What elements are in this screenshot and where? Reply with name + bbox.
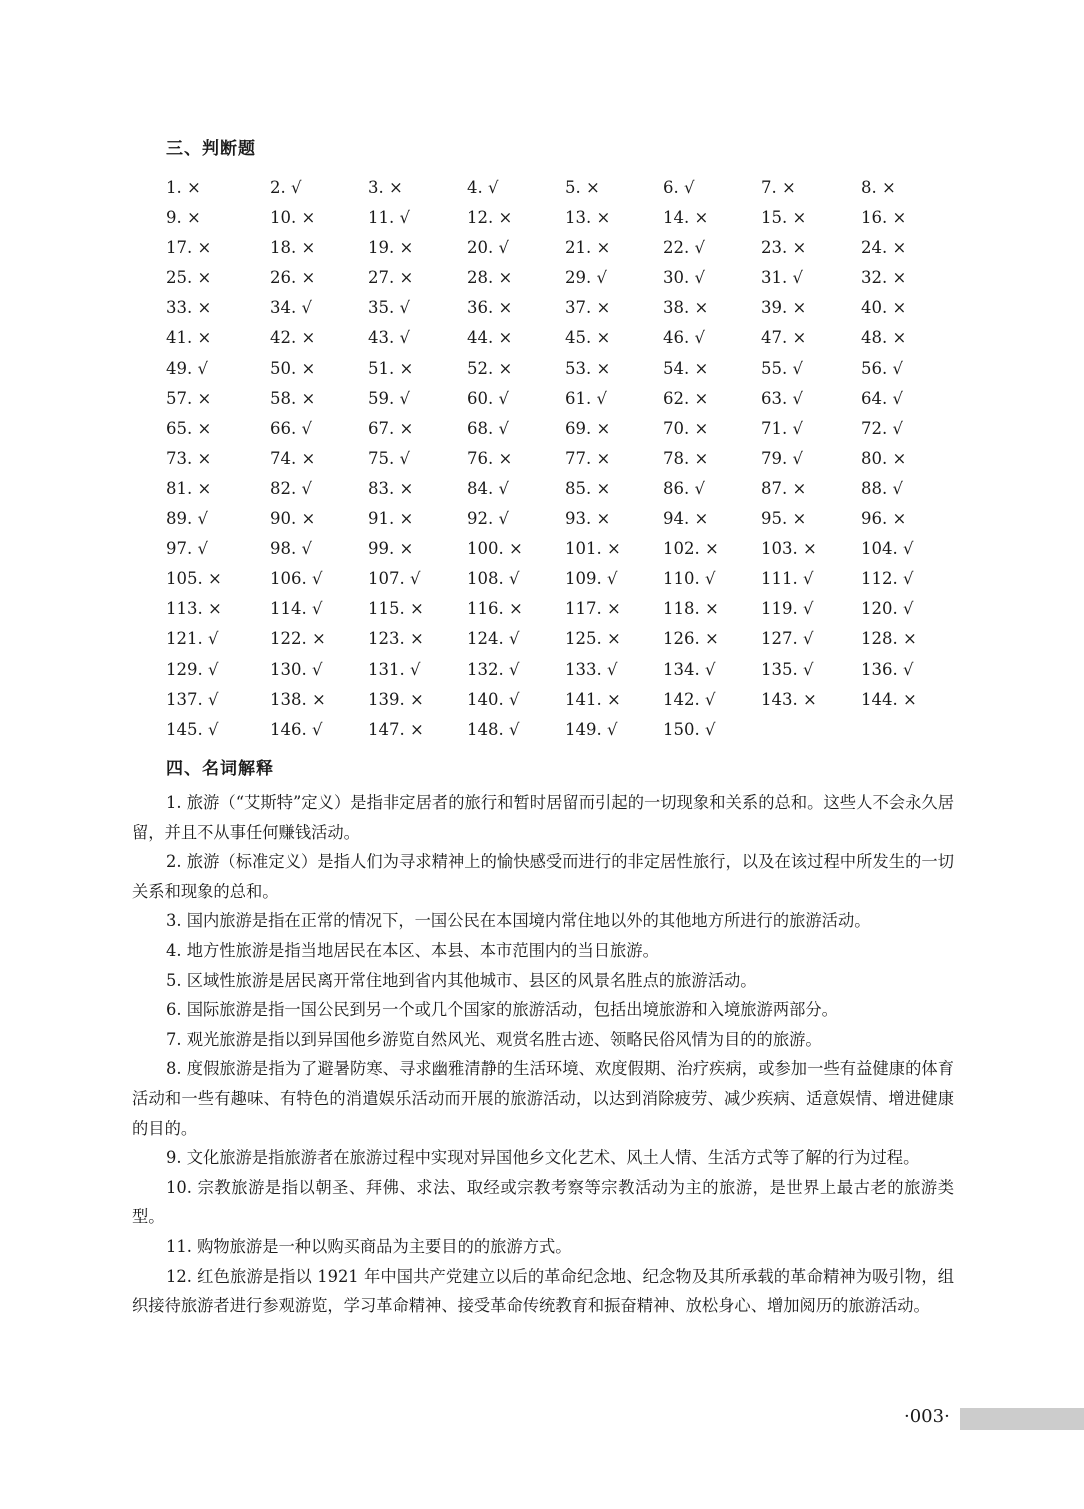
answer-item: 79. √: [761, 448, 803, 468]
answer-item: 31. √: [761, 268, 803, 288]
answer-item: 124. √: [467, 629, 520, 649]
answer-row: [166, 297, 966, 327]
answer-item: 118. ×: [663, 599, 719, 619]
answer-row: [166, 478, 966, 508]
answer-item: 106. √: [270, 569, 323, 589]
answer-item: 95. ×: [761, 509, 807, 529]
answer-item: 141. ×: [565, 689, 621, 709]
answer-item: 5. ×: [565, 178, 600, 197]
definition-item: 2. 旅游（标准定义）是指人们为寻求精神上的愉快感受而进行的非定居性旅行，以及在该过程中所发生的一切关系和现象的总和。: [132, 852, 954, 901]
answer-item: 104. √: [861, 539, 914, 559]
answer-item: 103. ×: [761, 539, 817, 559]
answer-item: 39. ×: [761, 298, 807, 318]
definition-item: 5. 区域性旅游是居民离开常住地到省内其他城市、县区的风景名胜点的旅游活动。: [166, 970, 757, 990]
answer-item: 123. ×: [368, 629, 424, 649]
answer-item: 136. √: [861, 659, 914, 679]
answer-item: 63. √: [761, 388, 803, 408]
answer-item: 134. √: [663, 659, 716, 679]
answer-row: [166, 418, 966, 448]
answer-item: 49. √: [166, 358, 208, 378]
answer-item: 54. ×: [663, 358, 709, 378]
answer-item: 78. ×: [663, 448, 709, 468]
answer-item: 66. √: [270, 418, 312, 438]
answer-item: 84. √: [467, 478, 509, 498]
answer-item: 98. √: [270, 539, 312, 559]
answer-item: 82. √: [270, 478, 312, 498]
answer-item: 6. √: [663, 178, 695, 197]
answer-item: 100. ×: [467, 539, 523, 559]
answer-item: 74. ×: [270, 448, 316, 468]
answer-item: 21. ×: [565, 238, 611, 258]
answer-item: 73. ×: [166, 448, 212, 468]
answer-row: [166, 358, 966, 388]
answer-item: 42. ×: [270, 328, 316, 348]
answer-item: 143. ×: [761, 689, 817, 709]
answer-item: 137. √: [166, 689, 219, 709]
answer-row: [166, 267, 966, 297]
answer-item: 150. √: [663, 719, 716, 739]
answer-item: 50. ×: [270, 358, 316, 378]
definition-item: 9. 文化旅游是指旅游者在旅游过程中实现对异国他乡文化艺术、风土人情、生活方式等了解的行为过程。: [166, 1148, 920, 1168]
page-number: ·003·: [904, 1406, 950, 1427]
answer-row: [166, 689, 966, 719]
answer-item: 23. ×: [761, 238, 807, 258]
answer-item: 110. √: [663, 569, 716, 589]
answer-item: 9. ×: [166, 208, 201, 228]
answer-item: 11. √: [368, 208, 410, 228]
answer-item: 57. ×: [166, 388, 212, 408]
answer-row: [166, 628, 966, 658]
answer-item: 12. ×: [467, 208, 513, 228]
section-title-terms: 四、名词解释: [166, 759, 274, 779]
answer-item: 38. ×: [663, 298, 709, 318]
answer-item: 101. ×: [565, 539, 621, 559]
answer-item: 17. ×: [166, 238, 212, 258]
answer-row: [166, 568, 966, 598]
answer-item: 3. ×: [368, 178, 403, 197]
answer-item: 105. ×: [166, 569, 222, 589]
answer-item: 22. √: [663, 238, 705, 258]
answer-item: 35. √: [368, 298, 410, 318]
answer-item: 113. ×: [166, 599, 222, 619]
answer-item: 61. √: [565, 388, 607, 408]
answer-item: 33. ×: [166, 298, 212, 318]
answer-item: 8. ×: [861, 178, 896, 197]
definition-item: 4. 地方性旅游是指当地居民在本区、本县、本市范围内的当日旅游。: [166, 940, 659, 960]
answer-row: [166, 538, 966, 568]
definition-item: 10. 宗教旅游是指以朝圣、拜佛、求法、取经或宗教考察等宗教活动为主的旅游，是世界上最古老的旅游类型。: [132, 1177, 954, 1227]
answer-item: 102. ×: [663, 539, 719, 559]
answer-grid: [166, 177, 966, 749]
answer-item: 77. ×: [565, 448, 611, 468]
answer-item: 144. ×: [861, 689, 917, 709]
answer-item: 122. ×: [270, 629, 326, 649]
answer-item: 29. √: [565, 268, 607, 288]
answer-item: 75. √: [368, 448, 410, 468]
answer-item: 44. ×: [467, 328, 513, 348]
answer-row: [166, 659, 966, 689]
definition-item: 8. 度假旅游是指为了避暑防寒、寻求幽雅清静的生活环境、欢度假期、治疗疾病，或参加一些有益健康的体育活动和一些有趣味、有特色的消遣娱乐活动而开展的旅游活动，以达到消除疲劳、减少疾病、适意娱情、增进健康的目的。: [132, 1059, 954, 1138]
answer-item: 52. ×: [467, 358, 513, 378]
answer-item: 60. √: [467, 388, 509, 408]
answer-row: [166, 177, 966, 207]
answer-item: 2. √: [270, 178, 302, 197]
answer-item: 56. √: [861, 358, 903, 378]
answer-row: [166, 388, 966, 418]
answer-item: 62. ×: [663, 388, 709, 408]
answer-item: 71. √: [761, 418, 803, 438]
answer-item: 69. ×: [565, 418, 611, 438]
answer-item: 48. ×: [861, 328, 907, 348]
answer-row: [166, 448, 966, 478]
answer-item: 37. ×: [565, 298, 611, 318]
definition-list: [132, 788, 954, 1321]
answer-item: 27. ×: [368, 268, 414, 288]
answer-item: 13. ×: [565, 208, 611, 228]
answer-item: 67. ×: [368, 418, 414, 438]
answer-item: 68. √: [467, 418, 509, 438]
answer-item: 72. √: [861, 418, 903, 438]
answer-item: 4. √: [467, 178, 499, 197]
answer-item: 19. ×: [368, 238, 414, 258]
answer-item: 64. √: [861, 388, 903, 408]
answer-item: 26. ×: [270, 268, 316, 288]
answer-item: 108. √: [467, 569, 520, 589]
answer-item: 15. ×: [761, 208, 807, 228]
answer-item: 70. ×: [663, 418, 709, 438]
answer-item: 111. √: [761, 569, 814, 589]
answer-item: 51. ×: [368, 358, 414, 378]
answer-item: 65. ×: [166, 418, 212, 438]
answer-item: 130. √: [270, 659, 323, 679]
section-title-judgment: 三、判断题: [166, 139, 256, 159]
answer-item: 24. ×: [861, 238, 907, 258]
answer-item: 89. √: [166, 509, 208, 529]
answer-item: 146. √: [270, 719, 323, 739]
answer-item: 97. √: [166, 539, 208, 559]
answer-item: 80. ×: [861, 448, 907, 468]
answer-item: 109. √: [565, 569, 618, 589]
answer-item: 133. √: [565, 659, 618, 679]
answer-item: 81. ×: [166, 478, 212, 498]
page-number-bar: [960, 1408, 1084, 1430]
answer-item: 93. ×: [565, 509, 611, 529]
answer-item: 119. √: [761, 599, 814, 619]
answer-item: 116. ×: [467, 599, 523, 619]
answer-item: 28. ×: [467, 268, 513, 288]
answer-item: 16. ×: [861, 208, 907, 228]
answer-item: 87. ×: [761, 478, 807, 498]
answer-item: 140. √: [467, 689, 520, 709]
answer-item: 86. √: [663, 478, 705, 498]
answer-item: 47. ×: [761, 328, 807, 348]
answer-row: [166, 207, 966, 237]
answer-item: 129. √: [166, 659, 219, 679]
answer-item: 115. ×: [368, 599, 424, 619]
answer-item: 88. √: [861, 478, 903, 498]
answer-item: 120. √: [861, 599, 914, 619]
definition-item: 6. 国际旅游是指一国公民到另一个或几个国家的旅游活动，包括出境旅游和入境旅游两部分。: [166, 1000, 838, 1020]
answer-item: 20. √: [467, 238, 509, 258]
answer-item: 114. √: [270, 599, 323, 619]
answer-item: 135. √: [761, 659, 814, 679]
answer-item: 30. √: [663, 268, 705, 288]
answer-item: 18. ×: [270, 238, 316, 258]
answer-row: [166, 327, 966, 357]
answer-item: 142. √: [663, 689, 716, 709]
answer-item: 132. √: [467, 659, 520, 679]
answer-item: 96. ×: [861, 509, 907, 529]
answer-item: 83. ×: [368, 478, 414, 498]
definition-item: 11. 购物旅游是一种以购买商品为主要目的的旅游方式。: [166, 1236, 572, 1256]
definition-item: 1. 旅游（“艾斯特”定义）是指非定居者的旅行和暂时居留而引起的一切现象和关系的总和。这些人不会永久居留，并且不从事任何赚钱活动。: [132, 793, 954, 842]
answer-item: 147. ×: [368, 719, 424, 739]
answer-item: 1. ×: [166, 178, 201, 197]
answer-item: 139. ×: [368, 689, 424, 709]
definition-item: 3. 国内旅游是指在正常的情况下，一国公民在本国境内常住地以外的其他地方所进行的旅游活动。: [166, 911, 871, 931]
answer-item: 126. ×: [663, 629, 719, 649]
answer-item: 145. √: [166, 719, 219, 739]
answer-item: 148. √: [467, 719, 520, 739]
answer-item: 43. √: [368, 328, 410, 348]
answer-item: 41. ×: [166, 328, 212, 348]
answer-item: 112. √: [861, 569, 914, 589]
answer-item: 128. ×: [861, 629, 917, 649]
answer-row: [166, 237, 966, 267]
answer-item: 85. ×: [565, 478, 611, 498]
answer-item: 127. √: [761, 629, 814, 649]
answer-item: 14. ×: [663, 208, 709, 228]
answer-item: 121. √: [166, 629, 219, 649]
answer-item: 40. ×: [861, 298, 907, 318]
answer-item: 149. √: [565, 719, 618, 739]
answer-item: 7. ×: [761, 178, 796, 197]
answer-row: [166, 719, 966, 749]
answer-item: 125. ×: [565, 629, 621, 649]
answer-item: 138. ×: [270, 689, 326, 709]
answer-item: 25. ×: [166, 268, 212, 288]
answer-item: 91. ×: [368, 509, 414, 529]
answer-item: 34. √: [270, 298, 312, 318]
answer-item: 99. ×: [368, 539, 414, 559]
definition-item: 7. 观光旅游是指以到异国他乡游览自然风光、观赏名胜古迹、领略民俗风情为目的的旅游。: [166, 1029, 822, 1049]
answer-item: 94. ×: [663, 509, 709, 529]
answer-row: [166, 598, 966, 628]
answer-item: 46. √: [663, 328, 705, 348]
answer-item: 45. ×: [565, 328, 611, 348]
answer-item: 92. √: [467, 509, 509, 529]
answer-item: 36. ×: [467, 298, 513, 318]
answer-item: 90. ×: [270, 509, 316, 529]
answer-row: [166, 508, 966, 538]
definition-item: 12. 红色旅游是指以 1921 年中国共产党建立以后的革命纪念地、纪念物及其所承载的革命精神为吸引物，组织接待旅游者进行参观游览，学习革命精神、接受革命传统教育和振奋精神、放松身心、增加阅历的旅游活动。: [132, 1266, 954, 1316]
answer-item: 76. ×: [467, 448, 513, 468]
answer-item: 58. ×: [270, 388, 316, 408]
answer-item: 107. √: [368, 569, 421, 589]
answer-item: 59. √: [368, 388, 410, 408]
answer-item: 131. √: [368, 659, 421, 679]
answer-item: 117. ×: [565, 599, 621, 619]
answer-item: 55. √: [761, 358, 803, 378]
answer-item: 32. ×: [861, 268, 907, 288]
answer-item: 53. ×: [565, 358, 611, 378]
answer-item: 10. ×: [270, 208, 316, 228]
